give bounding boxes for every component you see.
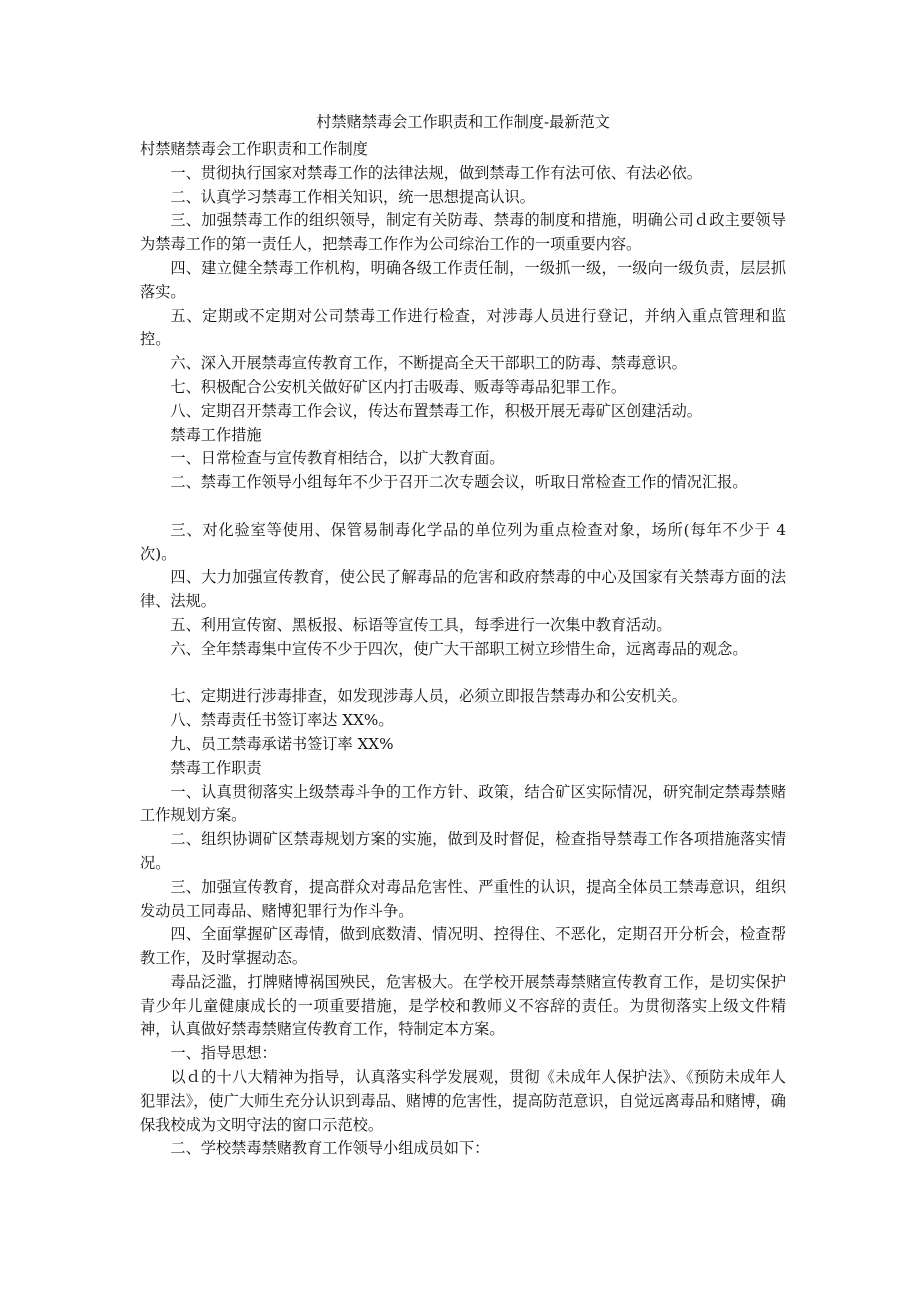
- paragraph: 毒品泛滥，打牌赌博祸国殃民，危害极大。在学校开展禁毒禁赌宣传教育工作，是切实保护青少年儿童健康成长的一项重要措施，是学校和教师义不容辞的责任。为贯彻落实上级文件精神，认真做好禁毒禁赌宣传教育工作，特制定本方案。: [140, 972, 786, 1039]
- paragraph: 四、建立健全禁毒工作机构，明确各级工作责任制，一级抓一级，一级向一级负责，层层抓落实。: [140, 258, 786, 301]
- paragraph: 三、对化验室等使用、保管易制毒化学品的单位列为重点检查对象，场所(每年不少于 4 次)。: [140, 520, 786, 563]
- document-subtitle: 村禁赌禁毒会工作职责和工作制度: [140, 140, 368, 158]
- paragraph: 三、加强禁毒工作的组织领导，制定有关防毒、禁毒的制度和措施，明确公司ｄ政主要领导为禁毒工作的第一责任人，把禁毒工作作为公司综治工作的一项重要内容。: [140, 211, 787, 254]
- paragraph: 四、全面掌握矿区毒情，做到底数清、情况明、控得住、不恶化，定期召开分析会，检查帮教工作，及时掌握动态。: [140, 925, 786, 968]
- paragraph: 二、学校禁毒禁赌教育工作领导小组成员如下：: [170, 1139, 490, 1158]
- paragraph: 三、加强宣传教育，提高群众对毒品危害性、严重性的认识，提高全体员工禁毒意识，组织发动员工同毒品、赌博犯罪行为作斗争。: [140, 877, 786, 920]
- paragraph: 二、认真学习禁毒工作相关知识，统一思想提高认识。: [170, 187, 535, 206]
- paragraph: 七、定期进行涉毒排查，如发现涉毒人员，必须立即报告禁毒办和公安机关。: [170, 687, 687, 706]
- document-page: [140, 112, 786, 1161]
- paragraph: 四、大力加强宣传教育，使公民了解毒品的危害和政府禁毒的中心及国家有关禁毒方面的法律、法规。: [140, 568, 786, 611]
- paragraph: 一、指导思想：: [170, 1044, 277, 1063]
- paragraph: 二、禁毒工作领导小组每年不少于召开二次专题会议，听取日常检查工作的情况汇报。: [170, 473, 748, 492]
- paragraph: 六、全年禁毒集中宣传不少于四次，使广大干部职工树立珍惜生命，远离毒品的观念。: [170, 639, 748, 658]
- paragraph: 二、组织协调矿区禁毒规划方案的实施，做到及时督促，检查指导禁毒工作各项措施落实情况。: [140, 830, 786, 872]
- paragraph: 九、员工禁毒承诺书签订率 XX%: [170, 734, 394, 753]
- paragraph: 一、贯彻执行国家对禁毒工作的法律法规，做到禁毒工作有法可依、有法必依。: [170, 163, 702, 182]
- document-title: 村禁赌禁毒会工作职责和工作制度-最新范文: [316, 113, 610, 131]
- paragraph: 以ｄ的十八大精神为指导，认真落实科学发展观，贯彻《未成年人保护法》、《预防未成年人犯罪法》，使广大师生充分认识到毒品、赌博的危害性，提高防范意识，自觉远离毒品和赌博，确保我校成为文明守法的窗口示范校。: [140, 1068, 786, 1134]
- section-heading: 禁毒工作措施: [170, 425, 262, 444]
- paragraph: 七、积极配合公安机关做好矿区内打击吸毒、贩毒等毒品犯罪工作。: [170, 377, 627, 396]
- paragraph: 六、深入开展禁毒宣传教育工作，不断提高全天干部职工的防毒、禁毒意识。: [170, 354, 687, 373]
- paragraph: 五、利用宣传窗、黑板报、标语等宣传工具，每季进行一次集中教育活动。: [170, 615, 672, 634]
- section-heading: 禁毒工作职责: [170, 758, 262, 777]
- paragraph: 五、定期或不定期对公司禁毒工作进行检查，对涉毒人员进行登记，并纳入重点管理和监控。: [140, 306, 786, 349]
- paragraph: 八、定期召开禁毒工作会议，传达布置禁毒工作，积极开展无毒矿区创建活动。: [170, 401, 702, 420]
- paragraph: 一、日常检查与宣传教育相结合，以扩大教育面。: [170, 449, 505, 468]
- paragraph: 一、认真贯彻落实上级禁毒斗争的工作方针、政策，结合矿区实际情况，研究制定禁毒禁赌工作规划方案。: [140, 782, 786, 825]
- paragraph: 八、禁毒责任书签订率达 XX%。: [170, 711, 394, 730]
